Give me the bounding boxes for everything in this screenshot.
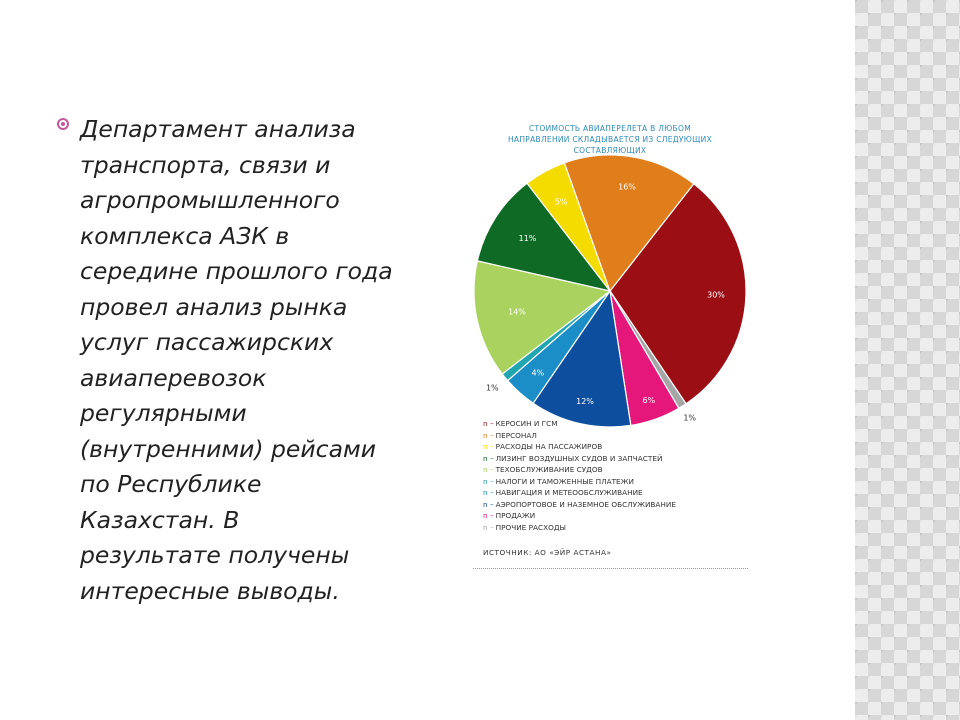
slice-value-label: 5% — [554, 197, 568, 207]
body-text-line: комплекса АЗК в — [80, 221, 290, 250]
body-text-line: (внутренними) рейсами — [80, 434, 376, 463]
legend-label: ЛИЗИНГ ВОЗДУШНЫХ СУДОВ И ЗАПЧАСТЕЙ — [495, 453, 663, 463]
chart-source: ИСТОЧНИК: АО «ЭЙР АСТАНА» — [483, 548, 612, 557]
slice-value-label: 4% — [531, 368, 545, 378]
body-text-line: интересные выводы. — [80, 576, 340, 605]
body-text-line: авиаперевозок — [80, 363, 267, 392]
chart-title-line: СТОИМОСТЬ АВИАПЕРЕЛЕТА В ЛЮБОМ — [529, 124, 691, 133]
slice-value-label: 14% — [508, 307, 526, 317]
legend-marker: n – — [483, 522, 494, 532]
legend-label: ПРОЧИЕ РАСХОДЫ — [495, 522, 566, 532]
legend-label: ПЕРСОНАЛ — [495, 430, 537, 440]
legend-item — [483, 522, 748, 534]
chart-legend — [483, 418, 748, 533]
legend-label: НАЛОГИ И ТАМОЖЕННЫЕ ПЛАТЕЖИ — [495, 476, 634, 486]
legend-marker: n – — [483, 419, 494, 428]
body-text-line: транспорта, связи и — [80, 150, 331, 179]
legend-label: АЭРОПОРТОВОЕ И НАЗЕМНОЕ ОБСЛУЖИВАНИЕ — [495, 499, 676, 509]
legend-item — [483, 430, 748, 442]
body-text-line: Казахстан. В — [80, 505, 240, 534]
slice-value-label: 1% — [683, 413, 697, 423]
slice-value-label: 12% — [576, 397, 594, 407]
slice-value-label: 6% — [642, 395, 656, 405]
slice-value-label: 30% — [707, 290, 725, 300]
legend-item — [483, 453, 748, 465]
legend-marker: n – — [483, 511, 494, 520]
legend-label: РАСХОДЫ НА ПАССАЖИРОВ — [495, 442, 603, 451]
slice-value-label: 11% — [518, 234, 537, 244]
legend-item — [483, 510, 748, 522]
slice-value-label: 16% — [618, 182, 636, 192]
body-text-line: провел анализ рынка — [80, 292, 348, 321]
legend-item — [483, 487, 748, 499]
legend-item — [483, 499, 748, 511]
legend-marker: n – — [483, 476, 494, 486]
divider — [473, 568, 748, 569]
legend-label: КЕРОСИН И ГСМ — [495, 419, 558, 428]
pie-chart — [470, 118, 750, 423]
legend-marker: n – — [483, 488, 494, 497]
chart-title-line: СОСТАВЛЯЮЩИХ — [573, 146, 647, 155]
legend-marker: n – — [483, 453, 494, 463]
slide-body-text — [80, 112, 440, 609]
legend-marker: n – — [483, 442, 494, 451]
legend-marker: n – — [483, 499, 494, 509]
legend-label: НАВИГАЦИЯ И МЕТЕООБСЛУЖИВАНИЕ — [495, 488, 643, 497]
body-text-line: середине прошлого года — [80, 257, 393, 285]
body-text-line: агропромышленного — [80, 186, 340, 214]
body-text-line: результате получены — [80, 541, 350, 569]
legend-item — [483, 476, 748, 488]
bullet-icon — [57, 118, 69, 130]
legend-label: ПРОДАЖИ — [495, 511, 536, 520]
body-text-line: Департамент анализа — [80, 115, 356, 143]
slice-value-label: 1% — [485, 383, 499, 393]
decorative-side-pattern — [855, 0, 960, 720]
legend-item — [483, 441, 748, 453]
pie-chart-figure — [470, 118, 750, 573]
chart-title-line: НАПРАВЛЕНИИ СКЛАДЫВАЕТСЯ ИЗ СЛЕДУЮЩИХ — [507, 135, 713, 144]
legend-item — [483, 418, 748, 430]
legend-label: ТЕХОБСЛУЖИВАНИЕ СУДОВ — [495, 465, 603, 474]
body-text-line: по Республике — [80, 470, 262, 498]
legend-marker: n – — [483, 430, 494, 440]
body-text-line: услуг пассажирских — [80, 328, 334, 356]
legend-item — [483, 464, 748, 476]
body-text-line: регулярными — [80, 399, 247, 427]
legend-marker: n – — [483, 465, 494, 474]
